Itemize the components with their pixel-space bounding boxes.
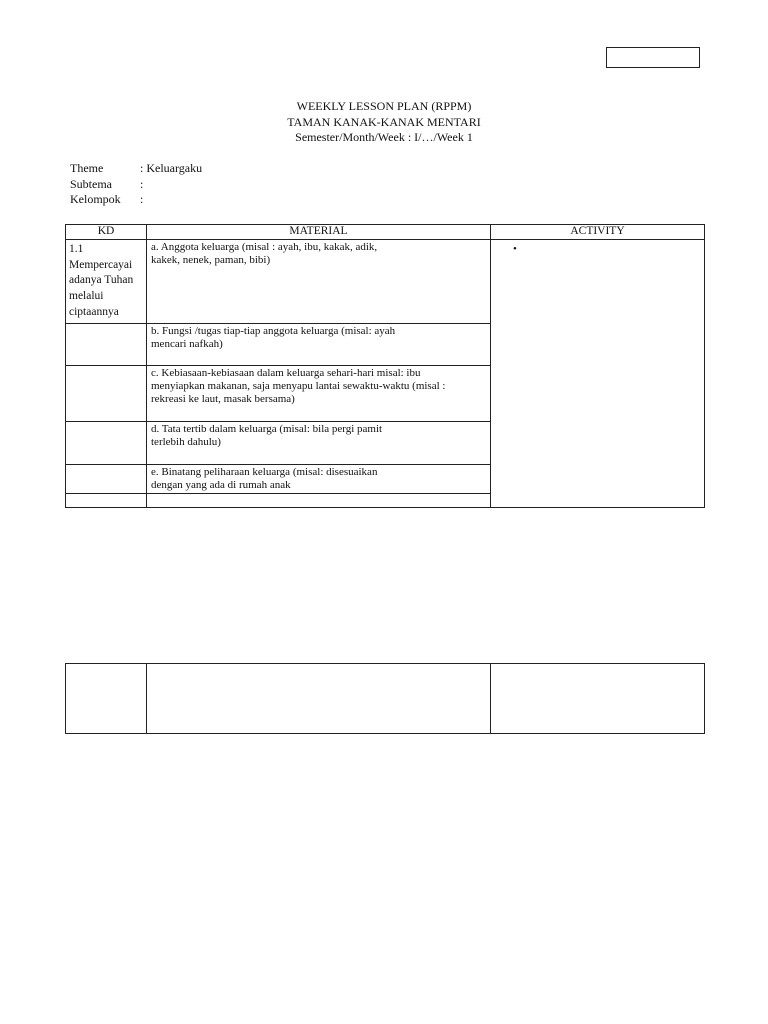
meta-value: :: [140, 192, 144, 207]
material-text: d. Tata tertib dalam keluarga (misal: bila pergi pamit terlebih dahulu): [151, 422, 383, 448]
meta-row-kelompok: [70, 192, 202, 208]
empty-cell: [147, 664, 491, 734]
kd-cell: [66, 493, 147, 507]
material-text: b. Fungsi /tugas tiap-tiap anggota keluarga (misal: ayah mencari nafkah): [151, 324, 396, 350]
material-cell: [147, 365, 491, 421]
table-header-row: [66, 225, 705, 240]
document-header: [0, 99, 768, 146]
material-text: c. Kebiasaan-kebiasaan dalam keluarga sehari-hari misal: ibu menyiapkan makanan, saja menyapu lantai sewaktu-waktu (misal : rekreasi ke laut, masak bersama): [151, 366, 446, 405]
material-cell: [147, 493, 491, 507]
empty-cell: [66, 664, 147, 734]
period-line: Semester/Month/Week : I/…/Week 1: [295, 130, 473, 144]
kd-cell: [66, 365, 147, 421]
empty-cell: [491, 664, 705, 734]
code-box: [606, 47, 700, 68]
lesson-plan-table: [65, 224, 705, 508]
material-cell: [147, 323, 491, 365]
meta-row-subtema: [70, 177, 202, 193]
meta-value: :: [140, 176, 144, 191]
table-row: [66, 664, 705, 734]
meta-row-theme: [70, 161, 202, 177]
header-activity: ACTIVITY: [491, 225, 705, 240]
activity-cell: [491, 240, 705, 508]
document-title: WEEKLY LESSON PLAN (RPPM): [296, 99, 472, 113]
school-name: TAMAN KANAK-KANAK MENTARI: [287, 114, 481, 129]
material-cell: [147, 421, 491, 464]
meta-block: [70, 161, 202, 208]
material-text: a. Anggota keluarga (misal : ayah, ibu, kakak, adik, kakek, nenek, paman, bibi): [151, 241, 378, 266]
activity-bullet: •: [513, 243, 517, 255]
material-cell: [147, 240, 491, 324]
empty-table: [65, 663, 705, 734]
meta-label: Subtema: [70, 176, 112, 191]
meta-label: Kelompok: [70, 192, 121, 207]
kd-cell: [66, 323, 147, 365]
kd-cell: [66, 464, 147, 493]
header-material: MATERIAL: [147, 225, 491, 240]
table-row: [66, 240, 705, 324]
material-text: e. Binatang peliharaan keluarga (misal: disesuaikan dengan yang ada di rumah anak: [151, 465, 378, 491]
header-kd: KD: [66, 225, 147, 240]
meta-value: : Keluargaku: [140, 161, 203, 175]
kd-cell: 1.1 Mempercayai adanya Tuhan melalui ciptaannya: [66, 240, 147, 324]
meta-label: Theme: [70, 161, 104, 175]
material-cell: [147, 464, 491, 493]
kd-cell: [66, 421, 147, 464]
